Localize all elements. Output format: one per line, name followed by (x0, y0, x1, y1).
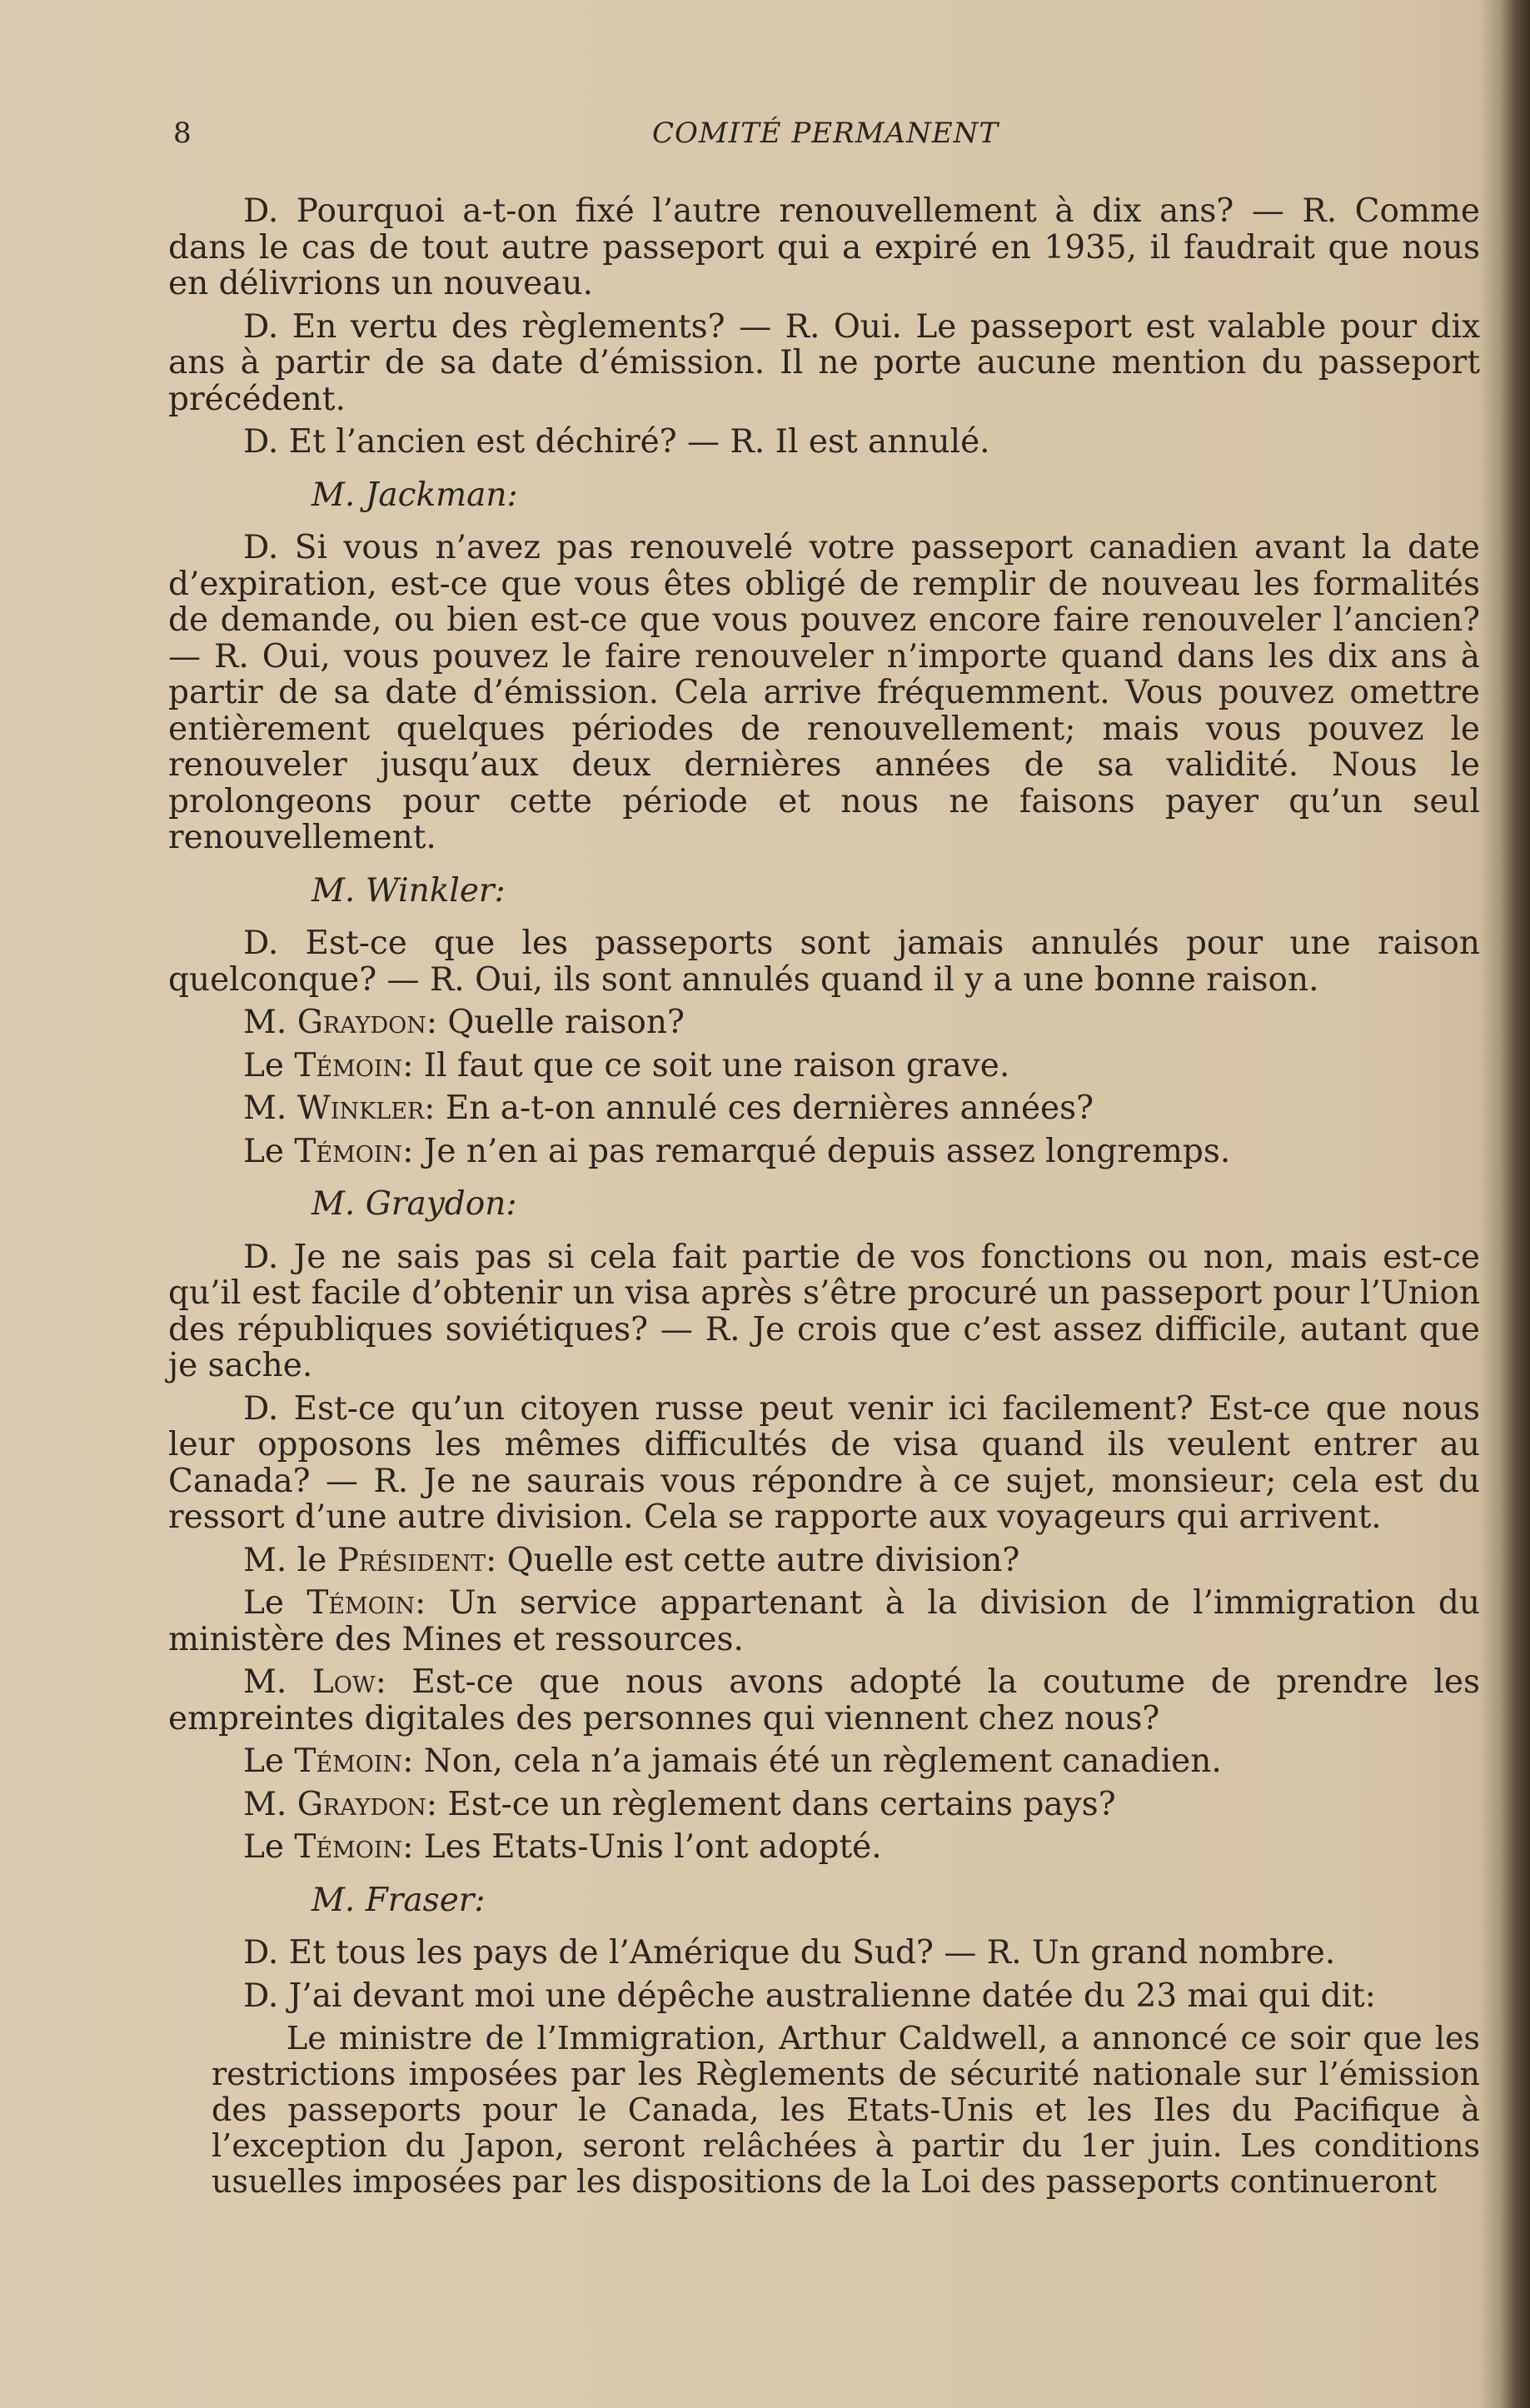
speaker-prefix: Le (243, 1742, 284, 1780)
speech-paragraph: Le Témoin: Je n’en ai pas remarqué depuis assez longremps. (243, 1132, 1231, 1170)
speech-text: Est-ce que nous avons adopté la coutume de prendre les empreintes digitales des personnes qui viennent chez nous? (168, 1663, 1480, 1737)
speaker-name: Témoin (294, 1828, 403, 1866)
speaker-name: Témoin (294, 1046, 403, 1084)
speech-text: Non, cela n’a jamais été un règlement canadien. (423, 1742, 1222, 1780)
speech-paragraph: M. Low: Est-ce que nous avons adopté la coutume de prendre les empreintes digitales des personnes qui viennent chez nous? (168, 1663, 1480, 1737)
speech-paragraph: Le Témoin: Il faut que ce soit une raison grave. (243, 1046, 1010, 1084)
speaker-name: Témoin (294, 1132, 403, 1170)
speaker-prefix: Le (243, 1046, 284, 1084)
speaker-prefix: M. (243, 1785, 287, 1823)
speaker-name: Graydon (297, 1785, 426, 1823)
question-answer-paragraph: D. J’ai devant moi une dépêche australienne datée du 23 mai qui dit: (243, 1977, 1376, 2015)
speech-text: Je n’en ai pas remarqué depuis assez longremps. (423, 1132, 1231, 1170)
speech-text: Quelle raison? (447, 1004, 685, 1041)
page-header (173, 117, 1481, 158)
speaker-prefix: Le (243, 1132, 284, 1170)
speech-text: En a-t-on annulé ces dernières années? (445, 1089, 1094, 1127)
speaker-name: Low (311, 1663, 376, 1701)
speaker-name: Président (336, 1541, 486, 1579)
speaker-name: Témoin (294, 1742, 403, 1780)
question-answer-paragraph: D. Est-ce qu’un citoyen russe peut venir ici facilement? Est-ce que nous leur opposons les mêmes difficultés de visa quand ils veulent entrer au Canada? — R. Je ne saurais vous répondre à ce sujet, monsieur; cela est du ressort d’une autre division. Cela se rapporte aux voyageurs qui arrivent. (168, 1389, 1480, 1536)
speech-paragraph: Le Témoin: Les Etats-Unis l’ont adopté. (243, 1828, 882, 1866)
speaker-prefix: Le (243, 1584, 284, 1622)
speech-text: Les Etats-Unis l’ont adopté. (423, 1828, 882, 1866)
speech-paragraph: Le Témoin: Un service appartenant à la division de l’immigration du ministère des Mines et ressources. (168, 1584, 1480, 1658)
speech-text: Un service appartenant à la division de l’immigration du ministère des Mines et ressources. (168, 1584, 1480, 1658)
speaker-heading: M. Graydon: (311, 1185, 517, 1223)
page-binding-edge (1480, 0, 1530, 2408)
speech-paragraph: Le Témoin: Non, cela n’a jamais été un règlement canadien. (243, 1742, 1222, 1780)
speaker-prefix: M. (243, 1004, 287, 1041)
speaker-prefix: M. (243, 1663, 287, 1701)
question-answer-paragraph: D. En vertu des règlements? — R. Oui. Le passeport est valable pour dix ans à partir de sa date d’émission. Il ne porte aucune mention du passeport précédent. (168, 307, 1480, 418)
running-title: COMITÉ PERMANENT (652, 117, 999, 150)
question-answer-paragraph: D. Je ne sais pas si cela fait partie de vos fonctions ou non, mais est-ce qu’il est facile d’obtenir un visa après s’être procuré un passeport pour l’Union des républiques soviétiques? — R. Je crois que c’est assez difficile, autant que je sache. (168, 1238, 1480, 1384)
speech-text: Est-ce un règlement dans certains pays? (447, 1785, 1116, 1823)
question-answer-paragraph: D. Pourquoi a-t-on fixé l’autre renouvellement à dix ans? — R. Comme dans le cas de tout autre passeport qui a expiré en 1935, il faudrait que nous en délivrions un nouveau. (168, 192, 1480, 302)
speech-paragraph: M. Graydon: Quelle raison? (243, 1004, 685, 1041)
page-body (168, 193, 1480, 2200)
speaker-prefix: Le (243, 1828, 284, 1866)
question-answer-paragraph: D. Et l’ancien est déchiré? — R. Il est annulé. (243, 423, 990, 461)
speaker-name: Témoin (306, 1584, 416, 1622)
question-answer-paragraph: D. Si vous n’avez pas renouvelé votre passeport canadien avant la date d’expiration, est-ce que vous êtes obligé de remplir de nouveau les formalités de demande, ou bien est-ce que vous pouvez encore faire renouveler l’ancien? — R. Oui, vous pouvez le faire renouveler n’importe quand dans les dix ans à partir de sa date d’émission. Cela arrive fréquemment. Vous pouvez omettre entièrement quelques périodes de renouvellement; mais vous pouvez le renouveler jusqu’aux deux dernières années de sa validité. Nous le prolongeons pour cette période et nous ne faisons payer qu’un seul renouvellement. (168, 529, 1480, 856)
speaker-prefix: M. (243, 1089, 287, 1127)
speaker-heading: M. Fraser: (311, 1881, 486, 1919)
speaker-name: Winkler (297, 1089, 425, 1127)
speech-paragraph: M. Graydon: Est-ce un règlement dans certains pays? (243, 1785, 1116, 1823)
speech-text: Quelle est cette autre division? (506, 1541, 1020, 1579)
speech-paragraph: M. le Président: Quelle est cette autre division? (243, 1541, 1020, 1579)
speaker-name: Graydon (297, 1004, 426, 1041)
speaker-heading: M. Jackman: (311, 476, 518, 514)
question-answer-paragraph: D. Est-ce que les passeports sont jamais annulés pour une raison quelconque? — R. Oui, ils sont annulés quand il y a une bonne raison. (168, 925, 1480, 999)
speaker-heading: M. Winkler: (311, 871, 506, 910)
speech-text: Il faut que ce soit une raison grave. (423, 1046, 1010, 1084)
question-answer-paragraph: D. Et tous les pays de l’Amérique du Sud? — R. Un grand nombre. (243, 1934, 1336, 1972)
page-number: 8 (173, 117, 192, 150)
speech-paragraph: M. Winkler: En a-t-on annulé ces dernières années? (243, 1089, 1094, 1127)
speaker-prefix: M. le (243, 1541, 327, 1579)
quoted-dispatch: Le ministre de l’Immigration, Arthur Caldwell, a annoncé ce soir que les restrictions imposées par les Règlements de sécurité nationale sur l’émission des passeports pour le Canada, les Etats-Unis et les Iles du Pacifique à l’exception du Japon, seront relâchées à partir du 1er juin. Les conditions usuelles imposées par les dispositions de la Loi des passeports continueront (212, 2020, 1480, 2200)
